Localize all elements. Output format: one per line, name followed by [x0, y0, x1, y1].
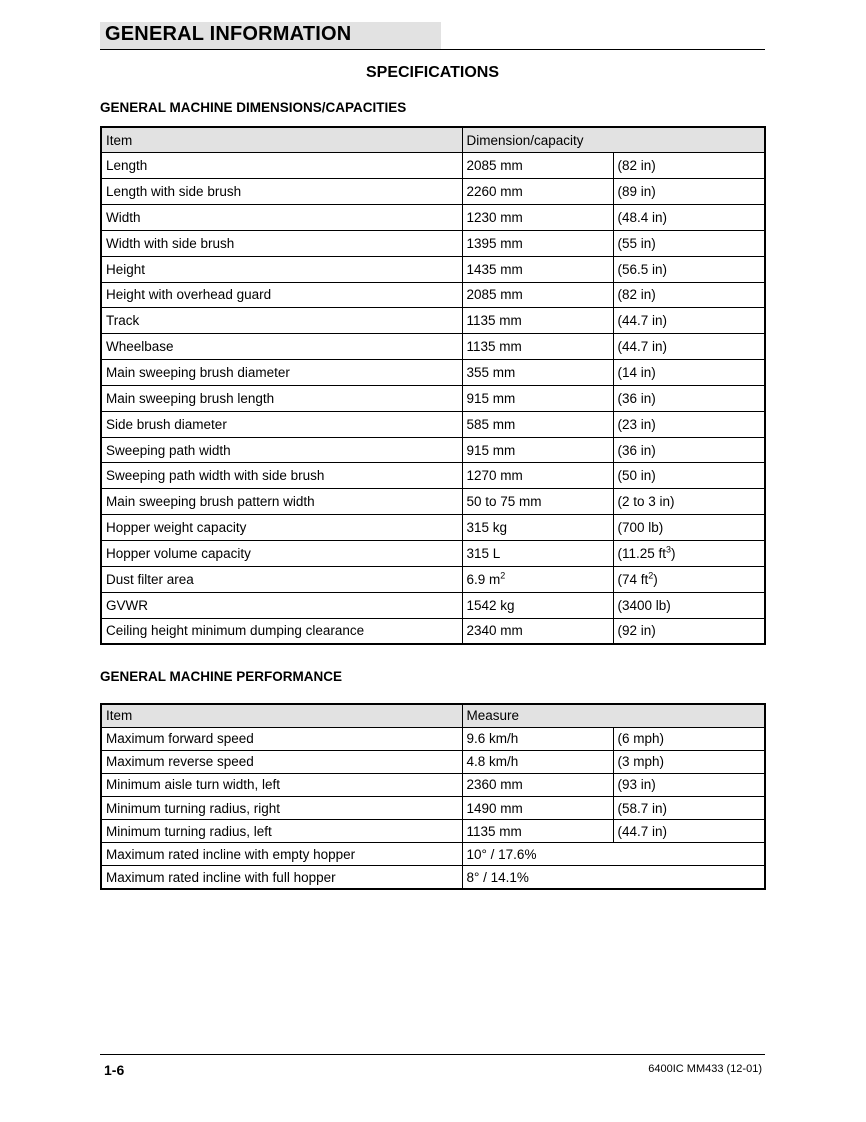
table-row [101, 618, 765, 644]
performance-header-row [101, 704, 765, 727]
imperial-cell: (36 in) [613, 385, 765, 411]
table-row [101, 308, 765, 334]
imperial-cell: (93 in) [613, 773, 765, 796]
item-cell: Track [101, 308, 462, 334]
imperial-cell: (48.4 in) [613, 205, 765, 231]
column-header-item: Item [101, 127, 462, 153]
table-row [101, 179, 765, 205]
metric-cell: 1490 mm [462, 797, 613, 820]
table-row [101, 153, 765, 179]
item-cell: Side brush diameter [101, 411, 462, 437]
table-row [101, 411, 765, 437]
imperial-cell: (23 in) [613, 411, 765, 437]
table-row [101, 230, 765, 256]
table-row [101, 592, 765, 618]
column-header-measure: Measure [462, 704, 765, 727]
item-cell: Length [101, 153, 462, 179]
imperial-cell: (700 lb) [613, 515, 765, 541]
table-row [101, 843, 765, 866]
table-row [101, 797, 765, 820]
item-cell: Sweeping path width with side brush [101, 463, 462, 489]
imperial-cell: (3 mph) [613, 750, 765, 773]
table-row [101, 385, 765, 411]
metric-cell: 915 mm [462, 385, 613, 411]
item-cell: Main sweeping brush diameter [101, 360, 462, 386]
imperial-cell: (56.5 in) [613, 256, 765, 282]
imperial-cell: (55 in) [613, 230, 765, 256]
item-cell: Height [101, 256, 462, 282]
table-row [101, 463, 765, 489]
metric-cell: 2340 mm [462, 618, 613, 644]
metric-cell: 315 kg [462, 515, 613, 541]
metric-cell: 9.6 km/h [462, 727, 613, 750]
item-cell: Main sweeping brush pattern width [101, 489, 462, 515]
metric-cell: 2085 mm [462, 153, 613, 179]
imperial-cell: (44.7 in) [613, 334, 765, 360]
item-cell: Hopper volume capacity [101, 541, 462, 567]
item-cell: Ceiling height minimum dumping clearance [101, 618, 462, 644]
metric-cell: 4.8 km/h [462, 750, 613, 773]
item-cell: Minimum aisle turn width, left [101, 773, 462, 796]
imperial-cell: (92 in) [613, 618, 765, 644]
imperial-cell: (44.7 in) [613, 820, 765, 843]
performance-title: GENERAL MACHINE PERFORMANCE [100, 669, 343, 684]
performance-table [100, 703, 766, 890]
item-cell: Width [101, 205, 462, 231]
item-cell: Maximum rated incline with empty hopper [101, 843, 462, 866]
item-cell: Length with side brush [101, 179, 462, 205]
table-row [101, 727, 765, 750]
metric-cell: 1135 mm [462, 308, 613, 334]
table-row [101, 866, 765, 889]
metric-cell: 585 mm [462, 411, 613, 437]
imperial-cell: (14 in) [613, 360, 765, 386]
item-cell: Maximum rated incline with full hopper [101, 866, 462, 889]
item-cell: Height with overhead guard [101, 282, 462, 308]
imperial-cell: (74 $ft^2$) [613, 566, 765, 592]
metric-cell: 355 mm [462, 360, 613, 386]
item-cell: Maximum reverse speed [101, 750, 462, 773]
imperial-cell: (2 to 3 in) [613, 489, 765, 515]
column-header-measure: Dimension/capacity [462, 127, 765, 153]
table-row [101, 282, 765, 308]
document-id: 6400IC MM433 (12-01) [648, 1063, 762, 1075]
metric-cell: 6.9 $m^2$ [462, 566, 613, 592]
item-cell: GVWR [101, 592, 462, 618]
table-row [101, 489, 765, 515]
metric-cell: 1270 mm [462, 463, 613, 489]
metric-cell: 915 mm [462, 437, 613, 463]
item-cell: Dust filter area [101, 566, 462, 592]
metric-cell: 2085 mm [462, 282, 613, 308]
footer-rule [100, 1054, 765, 1055]
dimensions-header-row [101, 127, 765, 153]
table-row [101, 334, 765, 360]
dimensions-table [100, 126, 766, 645]
metric-cell: 2360 mm [462, 773, 613, 796]
metric-cell: 50 to 75 mm [462, 489, 613, 515]
table-row [101, 256, 765, 282]
table-row [101, 360, 765, 386]
item-cell: Width with side brush [101, 230, 462, 256]
metric-cell: 1135 mm [462, 820, 613, 843]
metric-cell: 1395 mm [462, 230, 613, 256]
measure-cell: 10° / 17.6% [462, 843, 765, 866]
table-row [101, 566, 765, 592]
metric-cell: 1230 mm [462, 205, 613, 231]
column-header-item: Item [101, 704, 462, 727]
metric-cell: 1135 mm [462, 334, 613, 360]
section-header-title: GENERAL INFORMATION [105, 23, 352, 45]
metric-cell: 1542 kg [462, 592, 613, 618]
item-cell: Minimum turning radius, left [101, 820, 462, 843]
imperial-cell: (58.7 in) [613, 797, 765, 820]
page-title: SPECIFICATIONS [365, 64, 500, 81]
imperial-cell: (82 in) [613, 282, 765, 308]
table-row [101, 773, 765, 796]
metric-cell: 315 L [462, 541, 613, 567]
item-cell: Minimum turning radius, right [101, 797, 462, 820]
table-row [101, 437, 765, 463]
item-cell: Maximum forward speed [101, 727, 462, 750]
item-cell: Main sweeping brush length [101, 385, 462, 411]
table-row [101, 515, 765, 541]
item-cell: Hopper weight capacity [101, 515, 462, 541]
dimensions-title: GENERAL MACHINE DIMENSIONS/CAPACITIES [100, 100, 407, 115]
imperial-cell: (36 in) [613, 437, 765, 463]
table-row [101, 820, 765, 843]
imperial-cell: (44.7 in) [613, 308, 765, 334]
header-rule [100, 49, 765, 50]
imperial-cell: (89 in) [613, 179, 765, 205]
imperial-cell: (6 mph) [613, 727, 765, 750]
item-cell: Wheelbase [101, 334, 462, 360]
table-row [101, 750, 765, 773]
metric-cell: 1435 mm [462, 256, 613, 282]
measure-cell: 8° / 14.1% [462, 866, 765, 889]
table-row [101, 541, 765, 567]
imperial-cell: (11.25 $ft^3$) [613, 541, 765, 567]
imperial-cell: (3400 lb) [613, 592, 765, 618]
metric-cell: 2260 mm [462, 179, 613, 205]
table-row [101, 205, 765, 231]
imperial-cell: (82 in) [613, 153, 765, 179]
item-cell: Sweeping path width [101, 437, 462, 463]
imperial-cell: (50 in) [613, 463, 765, 489]
page-number: 1-6 [104, 1062, 125, 1078]
